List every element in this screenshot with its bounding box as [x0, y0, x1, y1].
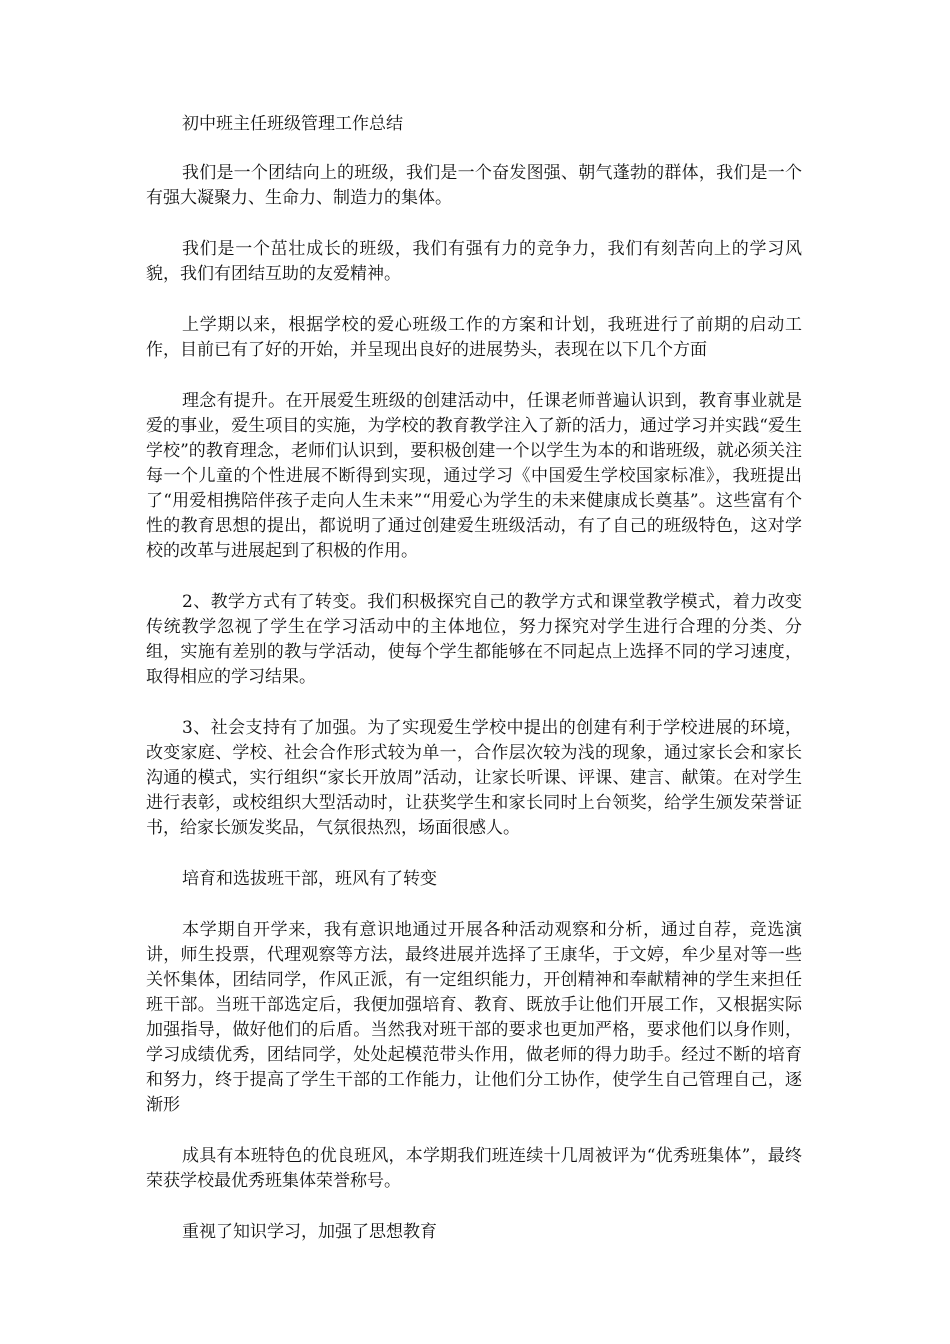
document-page	[146, 112, 802, 1271]
document-title: 初中班主任班级管理工作总结	[182, 114, 403, 134]
paragraph: 本学期自开学来，我有意识地通过开展各种活动观察和分析，通过自荐，竞选演讲，师生投票，代理观察等方法，最终进展并选择了王康华，于文婷，牟少星对等一些关怀集体，团结同学，作风正派，有一定组织能力，开创精神和奉献精神的学生来担任班干部。当班干部选定后，我便加强培育、教育、既放手让他们开展工作，又根据实际加强指导，做好他们的后盾。当然我对班干部的要求也更加严格，要求他们以身作则，学习成绩优秀，团结同学，处处起模范带头作用，做老师的得力助手。经过不断的培育和努力，终于提高了学生干部的工作能力，让他们分工协作，使学生自己管理自己，逐渐形	[146, 920, 802, 1115]
paragraph: 我们是一个团结向上的班级，我们是一个奋发图强、朝气蓬勃的群体，我们是一个有强大凝聚力、生命力、制造力的集体。	[146, 163, 802, 208]
paragraph: 理念有提升。在开展爱生班级的创建活动中，任课老师普遍认识到，教育事业就是爱的事业，爱生项目的实施，为学校的教育教学注入了新的活力，通过学习并实践“爱生学校”的教育理念，老师们认识到，要积极创建一个以学生为本的和谐班级，就必须关注每一个儿童的个性进展不断得到实现，通过学习《中国爱生学校国家标准》，我班提出了“用爱相携陪伴孩子走向人生未来”“用爱心为学生的未来健康成长奠基”。这些富有个性的教育思想的提出，都说明了通过创建爱生班级活动，有了自己的班级特色，这对学校的改革与进展起到了积极的作用。	[146, 391, 802, 561]
section-heading: 重视了知识学习，加强了思想教育	[182, 1222, 437, 1242]
paragraph: 上学期以来，根据学校的爱心班级工作的方案和计划，我班进行了前期的启动工作，目前已有了好的开始，并呈现出良好的进展势头，表现在以下几个方面	[146, 315, 802, 360]
section-heading: 培育和选拔班干部，班风有了转变	[182, 869, 437, 889]
paragraph: 成具有本班特色的优良班风，本学期我们班连续十几周被评为“优秀班集体”，最终荣获学校最优秀班集体荣誉称号。	[146, 1146, 802, 1191]
paragraph: 2、教学方式有了转变。我们积极探究自己的教学方式和课堂教学模式，着力改变传统教学忽视了学生在学习活动中的主体地位，努力探究对学生进行合理的分类、分组，实施有差别的教与学活动，使每个学生都能够在不同起点上选择不同的学习速度，取得相应的学习结果。	[146, 592, 802, 687]
paragraph: 3、社会支持有了加强。为了实现爱生学校中提出的创建有利于学校进展的环境，改变家庭、学校、社会合作形式较为单一，合作层次较为浅的现象，通过家长会和家长沟通的模式，实行组织“家长开放周”活动，让家长听课、评课、建言、献策。在对学生进行表彰，或校组织大型活动时，让获奖学生和家长同时上台领奖，给学生颁发荣誉证书，给家长颁发奖品，气氛很热烈，场面很感人。	[146, 718, 802, 838]
paragraph: 我们是一个茁壮成长的班级，我们有强有力的竞争力，我们有刻苦向上的学习风貌，我们有团结互助的友爱精神。	[146, 239, 802, 284]
